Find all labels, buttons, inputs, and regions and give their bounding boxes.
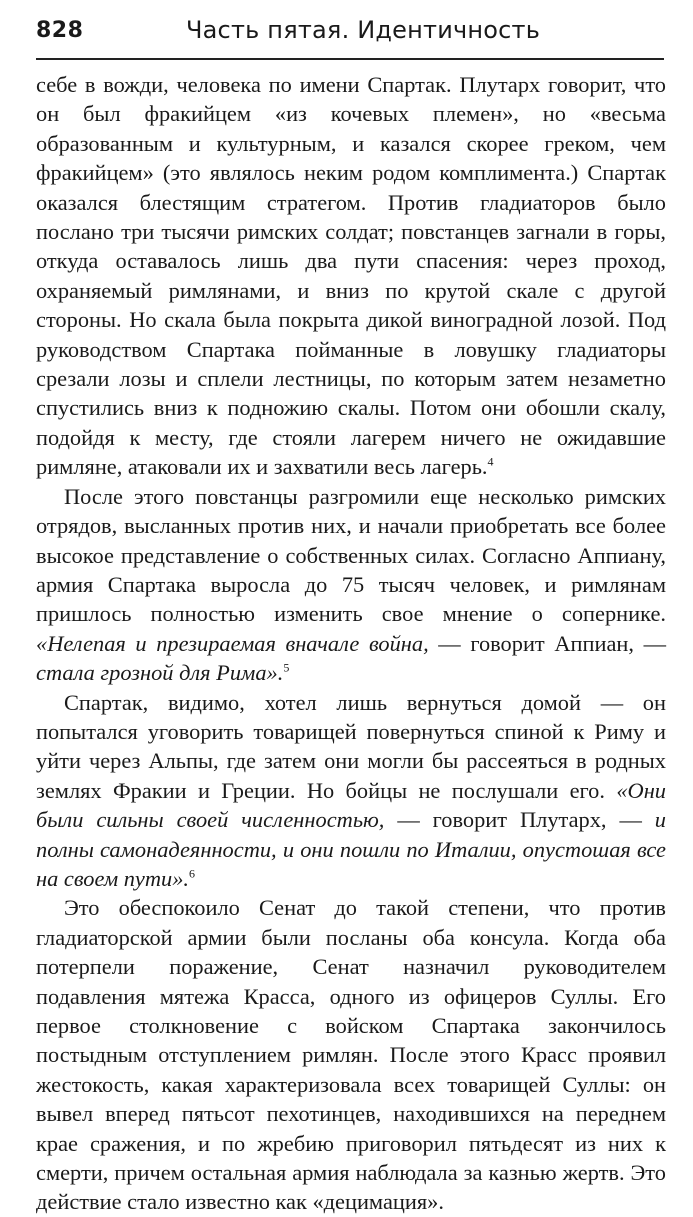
paragraph-2 xyxy=(36,482,666,688)
running-head xyxy=(36,14,664,50)
footnote-ref-4: 4 xyxy=(487,454,494,469)
appian-quote-part-1: «Нелепая и презираемая вначале война, xyxy=(36,630,429,656)
body-text xyxy=(36,70,666,1217)
attribution-plutarch: — говорит Плутарх, — xyxy=(384,807,655,833)
paragraph-text: Это обеспокоило Сенат до такой степени, что против гладиаторской армии были посланы оба консула. Когда оба потерпели поражение, Сенат назначил руководителем подавления мятежа Красса, одного из офицеров Суллы. Его первое столкновение с войском Спартака закончилось постыдным отступлением римлян. После этого Красс проявил жестокость, какая характеризовала всех товарищей Суллы: он вывел вперед пятьсот пехотинцев, находившихся на переднем крае сражения, и по жребию приговорил пятьдесят из них к смерти, причем остальная армия наблюдала за казнью жертв. Это действие стало известно как «децимация». xyxy=(36,895,666,1215)
page-number: 828 xyxy=(36,18,84,43)
paragraph-4 xyxy=(36,893,666,1216)
paragraph-text: Спартак, видимо, хотел лишь вернуться домой — он попытался уговорить товарищей повернуться спиной к Риму и уйти через Альпы, где затем они могли бы рассеяться в родных землях Фракии и Греции. Но бойцы не послушали его. xyxy=(36,689,666,803)
header-rule xyxy=(36,58,664,60)
part-title: Часть пятая. Идентичность xyxy=(186,16,541,44)
paragraph-text: себе в вожди, человека по имени Спартак. Плутарх говорит, что он был фракийцем «из кочевых племен», но «весьма образованным и культурным, и казался скорее греком, чем фракийцем» (это являлось неким родом комплимента.) Спартак оказался блестящим стратегом. Против гладиаторов было послано три тысячи римских солдат; повстанцев загнали в горы, откуда оставалось лишь два пути спасения: через проход, охраняемый римлянами, и вниз по крутой скале с другой стороны. Но скала была покрыта дикой виноградной лозой. Под руководством Спартака пойманные в ловушку гладиаторы срезали лозы и сплели лестницы, по которым затем незаметно спустились вниз к подножию скалы. Потом они обошли скалу, подойдя к месту, где стояли лагерем ничего не ожидавшие римляне, атаковали их и захватили весь лагерь. xyxy=(36,72,666,480)
plutarch-quote-part-2: и полны самонадеянности, и они пошли по Италии, опустошая все на своем пути». xyxy=(36,807,666,891)
paragraph-text: После этого повстанцы разгромили еще несколько римских отрядов, высланных против них, и начали приобретать все более высокое представление о собственных силах. Согласно Аппиану, армия Спартака выросла до 75 тысяч человек, и римлянам пришлось полностью изменить свое мнение о сопернике. xyxy=(36,483,666,627)
footnote-ref-5: 5 xyxy=(283,660,290,675)
plutarch-quote-part-1: «Они были сильны своей численностью, xyxy=(36,777,666,833)
appian-quote-part-2: стала грозной для Рима». xyxy=(36,660,284,686)
attribution-appian: — говорит Аппиан, — xyxy=(428,630,666,656)
paragraph-3 xyxy=(36,688,666,894)
footnote-ref-6: 6 xyxy=(189,866,196,881)
paragraph-1 xyxy=(36,70,666,482)
